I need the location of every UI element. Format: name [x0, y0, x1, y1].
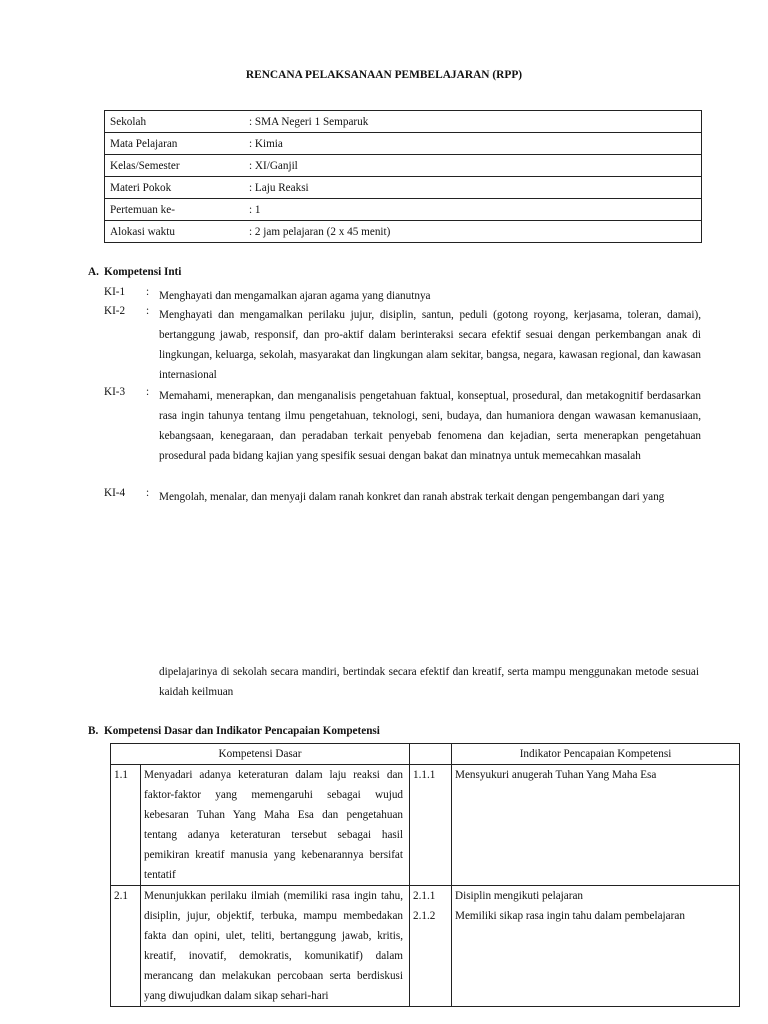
- identity-value: : 1: [244, 199, 702, 221]
- ki-code: KI-3: [104, 386, 126, 398]
- ipk-number: 2.1.2: [413, 910, 436, 922]
- section-a-letter: A.: [88, 266, 99, 278]
- section-b-title: Kompetensi Dasar dan Indikator Pencapaian Kompetensi: [104, 725, 380, 737]
- identity-row: [105, 221, 702, 243]
- identity-label: Kelas/Semester: [105, 155, 245, 177]
- ipk-numbers: [410, 886, 452, 1007]
- ipk-texts: [452, 886, 740, 1007]
- identity-label: Materi Pokok: [105, 177, 245, 199]
- kd-number: 1.1: [111, 765, 141, 886]
- identity-row: [105, 155, 702, 177]
- identity-value: : 2 jam pelajaran (2 x 45 menit): [244, 221, 702, 243]
- identity-row: [105, 177, 702, 199]
- ki-code: KI-2: [104, 305, 126, 317]
- kd-row: [111, 765, 740, 886]
- ki-colon: :: [146, 286, 150, 298]
- identity-value: : Laju Reaksi: [244, 177, 702, 199]
- ipk-number: 2.1.1: [413, 890, 436, 902]
- ipk-number: 1.1.1: [413, 769, 436, 781]
- document-title: RENCANA PELAKSANAAN PEMBELAJARAN (RPP): [245, 69, 523, 81]
- kd-number: 2.1: [111, 886, 141, 1007]
- section-a-heading: [88, 266, 181, 278]
- ki-code: KI-4: [104, 487, 126, 499]
- ki-text: Menghayati dan mengamalkan perilaku jujur, disiplin, santun, peduli (gotong royong, kerjasama, toleran, damai), bertanggung jawab, responsif, dan pro-aktif dalam berinteraksi secara efektif sesuai dengan perkembangan anak di lingkungan, keluarga, sekolah, masyarakat dan lingkungan alam sekitar, bangsa, negara, kawasan regional, dan kawasan internasional: [159, 309, 701, 381]
- section-b-heading: [88, 725, 380, 737]
- ipk-column-header: Indikator Pencapaian Kompetensi: [452, 744, 740, 765]
- identity-label: Mata Pelajaran: [105, 133, 245, 155]
- identity-table: [104, 110, 702, 243]
- ki4-continuation: dipelajarinya di sekolah secara mandiri, bertindak secara efektif dan kreatif, serta mampu menggunakan metode sesuai kaidah keilmuan: [159, 666, 699, 698]
- identity-row: [105, 133, 702, 155]
- kd-column-header: Kompetensi Dasar: [111, 744, 410, 765]
- identity-value: : SMA Negeri 1 Semparuk: [244, 111, 702, 133]
- identity-value: : Kimia: [244, 133, 702, 155]
- section-b-letter: B.: [88, 725, 99, 737]
- ki-colon: :: [146, 305, 150, 317]
- kd-header-row: [111, 744, 740, 765]
- ipk-text: Memiliki sikap rasa ingin tahu dalam pembelajaran: [455, 910, 685, 922]
- kd-table: [110, 743, 740, 1007]
- ki-text: Menghayati dan mengamalkan ajaran agama yang dianutnya: [159, 290, 431, 302]
- kd-text: Menyadari adanya keteraturan dalam laju reaksi dan faktor-faktor yang memengaruhi sebagai wujud kebesaran Tuhan Yang Maha Esa dan pengetahuan tentang adanya keteraturan tersebut sebagai hasil pemikiran kreatif manusia yang kebenarannya bersifat tentatif: [141, 765, 410, 886]
- ipk-text: Mensyukuri anugerah Tuhan Yang Maha Esa: [455, 769, 657, 781]
- section-a-title: Kompetensi Inti: [104, 266, 182, 278]
- identity-row: [105, 199, 702, 221]
- kd-text: Menunjukkan perilaku ilmiah (memiliki rasa ingin tahu, disiplin, jujur, objektif, terbuka, mampu membedakan fakta dan opini, ulet, teliti, bertanggung jawab, kritis, kreatif, inovatif, demokratis, komunikatif) dalam merancang dan melakukan percobaan serta berdiskusi yang diwujudkan dalam sikap sehari-hari: [141, 886, 410, 1007]
- identity-label: Pertemuan ke-: [105, 199, 245, 221]
- ipk-numbers: [410, 765, 452, 886]
- identity-label: Alokasi waktu: [105, 221, 245, 243]
- ki-colon: :: [146, 386, 150, 398]
- ki-colon: :: [146, 487, 150, 499]
- ipk-text: Disiplin mengikuti pelajaran: [455, 890, 584, 902]
- kd-row: [111, 886, 740, 1007]
- ki-text: Memahami, menerapkan, dan menganalisis pengetahuan faktual, konseptual, prosedural, dan metakognitif berdasarkan rasa ingin tahunya tentang ilmu pengetahuan, teknologi, seni, budaya, dan humaniora dengan wawasan kemanusiaan, kebangsaan, kenegaraan, dan peradaban terkait penyebab fenomena dan kejadian, serta menerapkan pengetahuan prosedural pada bidang kajian yang spesifik sesuai dengan bakat dan minatnya untuk memecahkan masalah: [159, 390, 701, 462]
- ki-text: Mengolah, menalar, dan menyaji dalam ranah konkret dan ranah abstrak terkait dengan pengembangan dari yang: [159, 491, 665, 503]
- identity-label: Sekolah: [105, 111, 245, 133]
- ki-code: KI-1: [104, 286, 126, 298]
- ipk-num-column-header: [410, 744, 452, 765]
- ipk-texts: [452, 765, 740, 886]
- identity-row: [105, 111, 702, 133]
- identity-value: : XI/Ganjil: [244, 155, 702, 177]
